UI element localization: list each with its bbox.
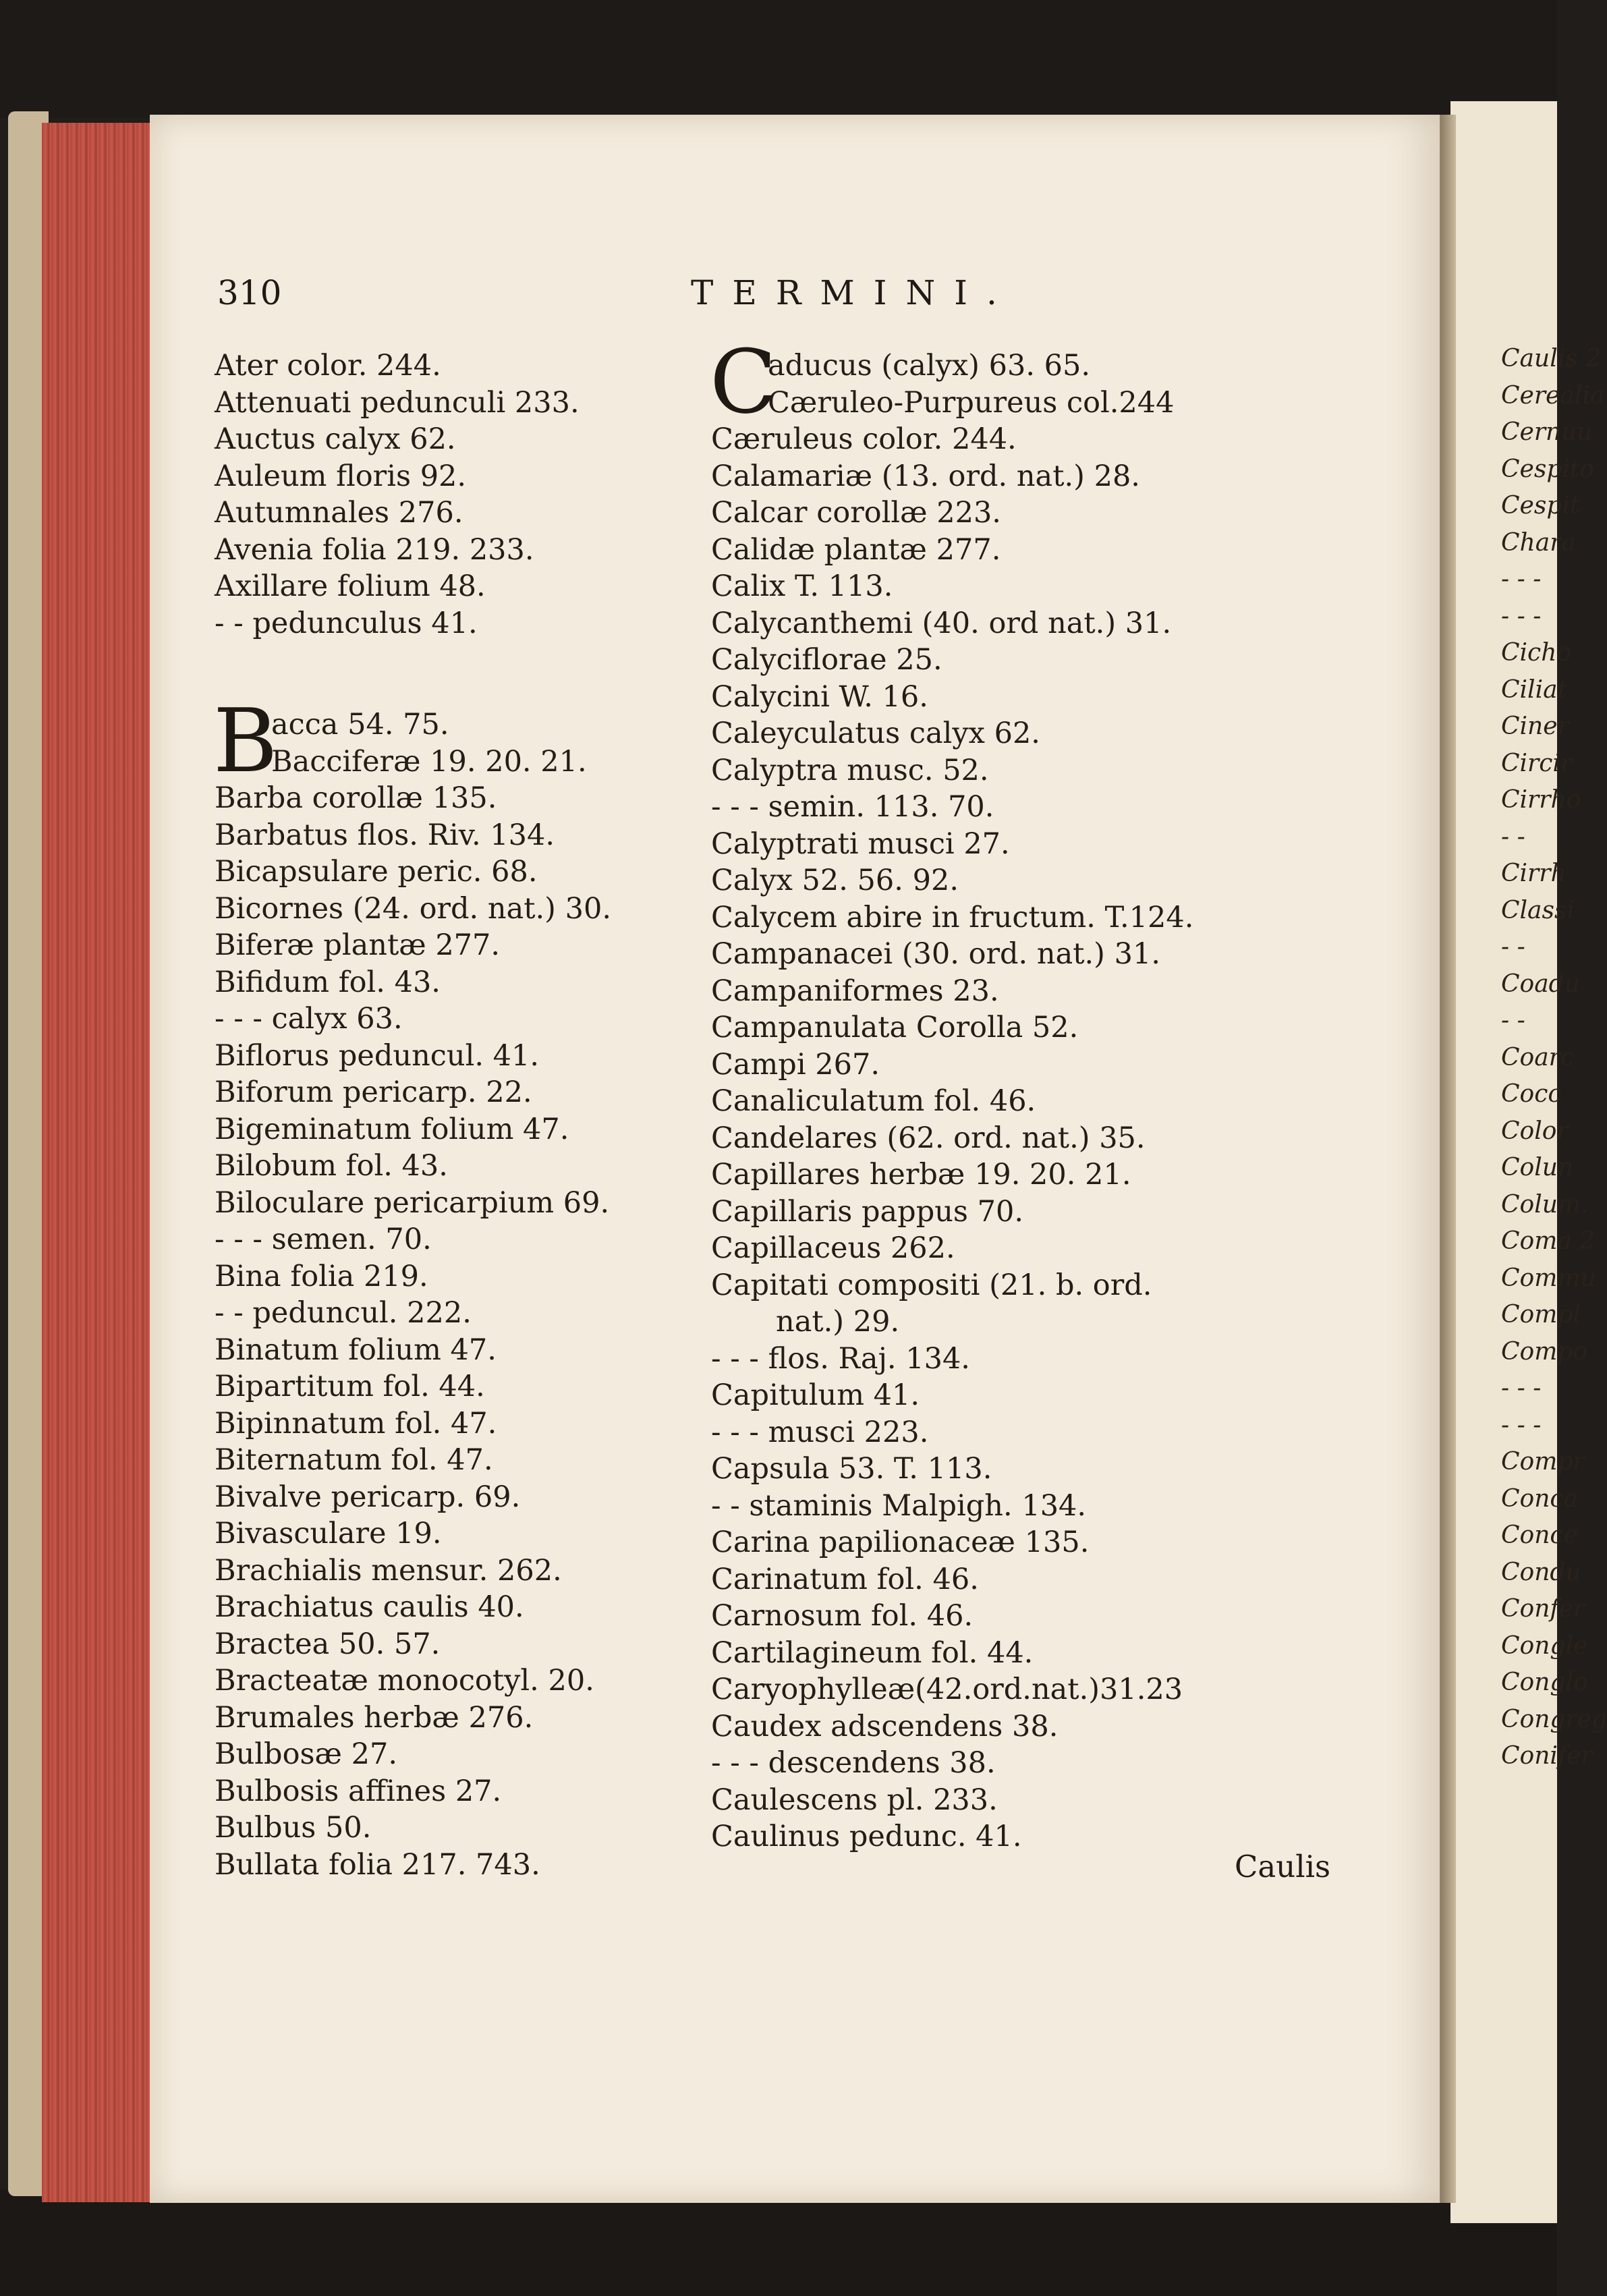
index-entry: Bigeminatum folium 47. xyxy=(215,1112,569,1146)
index-entry: Carnosum fol. 46. xyxy=(711,1599,974,1633)
facing-page-fragments xyxy=(1501,341,1607,1775)
index-entry: Campanacei (30. ord. nat.) 31. xyxy=(711,937,1160,971)
index-entry: Calix T. 113. xyxy=(711,569,893,603)
fragment: - - xyxy=(1501,933,1525,961)
index-entry: Candelares (62. ord. nat.) 35. xyxy=(711,1121,1146,1155)
index-entry: Calycini W. 16. xyxy=(711,679,928,714)
index-entry: Bractea 50. 57. xyxy=(215,1627,441,1661)
index-entry: Biforum pericarp. 22. xyxy=(215,1075,532,1109)
index-entry: Calyx 52. 56. 92. xyxy=(711,864,959,897)
index-entry: Bivasculare 19. xyxy=(215,1517,442,1550)
index-entry: Capitati compositi (21. b. ord. xyxy=(711,1268,1152,1302)
fragment: Cirrh xyxy=(1501,860,1567,887)
index-entry: - - - calyx 63. xyxy=(215,1002,403,1036)
index-entry: Bullata folia 217. 743. xyxy=(215,1847,540,1882)
index-entry: Ater color. 244. xyxy=(215,349,441,383)
dark-background-bottom xyxy=(0,2189,1557,2296)
index-entry: Calyptra musc. 52. xyxy=(711,753,989,787)
index-entry: Calyciflorae 25. xyxy=(711,643,942,677)
dark-background-top xyxy=(0,0,1557,118)
index-entry: Bulbus 50. xyxy=(215,1811,372,1845)
index-entry: Bipinnatum fol. 47. xyxy=(215,1406,497,1440)
red-page-edges xyxy=(42,123,153,2202)
index-entry: Attenuati pedunculi 233. xyxy=(215,385,580,420)
fragment: Congreg xyxy=(1501,1705,1607,1733)
index-entry: Cæruleus color. 244. xyxy=(711,422,1017,456)
fragment: Congle xyxy=(1501,1631,1588,1660)
index-entry: Bacciferæ 19. 20. 21. xyxy=(271,744,587,779)
fragment: Color xyxy=(1501,1117,1569,1145)
index-entry: - - - semen. 70. xyxy=(215,1223,432,1256)
fragment: Cicho xyxy=(1501,639,1572,667)
index-entry: Bipartitum fol. 44. xyxy=(215,1370,485,1403)
index-entry: Brachiatus caulis 40. xyxy=(215,1590,524,1624)
fragment: Cespito xyxy=(1501,455,1595,483)
index-entry: Calcar corollæ 223. xyxy=(711,496,1001,530)
fragment: Caulis 2 xyxy=(1501,345,1602,372)
index-entry: Auctus calyx 62. xyxy=(215,422,456,456)
fragment: Cocc xyxy=(1501,1080,1562,1108)
index-entry: Bulbosæ 27. xyxy=(215,1737,397,1771)
index-entry: Canaliculatum fol. 46. xyxy=(711,1084,1036,1118)
index-entry: Campi 267. xyxy=(711,1047,880,1082)
index-entry: Cæruleo-Purpureus col.244 xyxy=(768,385,1175,420)
index-entry: Bifidum fol. 43. xyxy=(215,965,441,999)
catchword: Caulis xyxy=(1235,1849,1331,1884)
index-entry: - - - musci 223. xyxy=(711,1415,929,1449)
fragment: Coma 2 xyxy=(1501,1227,1596,1255)
index-entry: Caulescens pl. 233. xyxy=(711,1783,998,1817)
index-entry: Campaniformes 23. xyxy=(711,974,999,1008)
index-entry: Bicapsulare peric. 68. xyxy=(215,855,538,889)
fragment: Coarc xyxy=(1501,1043,1575,1071)
index-entry: Calycanthemi (40. ord nat.) 31. xyxy=(711,606,1172,640)
index-entry: Caudex adscendens 38. xyxy=(711,1709,1059,1743)
fragment: Conce xyxy=(1501,1521,1578,1549)
index-entry: Auleum floris 92. xyxy=(215,459,467,493)
fragment: Conglo xyxy=(1501,1669,1588,1696)
index-entry: Cartilagineum fol. 44. xyxy=(711,1635,1034,1670)
fragment: Colum. xyxy=(1501,1190,1589,1219)
index-entry: - - - semin. 113. 70. xyxy=(711,790,994,824)
index-entry: Calidæ plantæ 277. xyxy=(711,532,1001,567)
fragment: Ciner xyxy=(1501,712,1569,740)
index-entry: Axillare folium 48. xyxy=(215,569,486,603)
fragment: - - - xyxy=(1501,602,1542,630)
fragment: Confer xyxy=(1501,1595,1585,1623)
drop-cap-c: C xyxy=(710,331,777,433)
fragment: Cirrho xyxy=(1501,786,1581,814)
index-entry: Caulinus pedunc. 41. xyxy=(711,1820,1022,1853)
fragment: Cerealia xyxy=(1501,381,1605,410)
index-entry: Biternatum fol. 47. xyxy=(215,1443,493,1477)
index-entry: Brachialis mensur. 262. xyxy=(215,1553,562,1588)
index-entry: - - pedunculus 41. xyxy=(215,606,478,640)
index-entry: Capsula 53. T. 113. xyxy=(711,1452,992,1486)
index-entry: Carinatum fol. 46. xyxy=(711,1562,979,1596)
fragment: - - xyxy=(1501,822,1525,851)
fragment: Circir xyxy=(1501,749,1573,777)
fragment: - - xyxy=(1501,1007,1525,1034)
fragment: Ciliat xyxy=(1501,675,1568,704)
index-entry: Bilobum fol. 43. xyxy=(215,1149,448,1183)
index-entry: Capillaris pappus 70. xyxy=(711,1194,1024,1229)
page-number: 310 xyxy=(217,273,282,312)
fragment: Classi xyxy=(1501,896,1575,924)
index-entry: Campanulata Corolla 52. xyxy=(711,1011,1079,1044)
index-entry: - - - flos. Raj. 134. xyxy=(711,1341,970,1376)
index-entry: Brumales herbæ 276. xyxy=(215,1700,534,1735)
index-entry: Capitulum 41. xyxy=(711,1378,920,1412)
index-entry: Binatum folium 47. xyxy=(215,1333,497,1367)
fragment: Compo xyxy=(1501,1337,1588,1366)
index-entry: Caryophylleæ(42.ord.nat.)31.23 xyxy=(711,1673,1183,1706)
index-entry: Calamariæ (13. ord. nat.) 28. xyxy=(711,459,1140,493)
section-c-opening-cont xyxy=(711,385,1318,422)
index-entry: - - - descendens 38. xyxy=(711,1746,996,1780)
fragment: Coadu xyxy=(1501,970,1580,998)
fragment: - - - xyxy=(1501,1374,1542,1402)
fragment: Condu xyxy=(1501,1558,1581,1586)
drop-cap-b: B xyxy=(213,690,278,792)
index-entry: Autumnales 276. xyxy=(215,496,463,530)
index-entry: aducus (calyx) 63. 65. xyxy=(768,349,1091,383)
index-entry: acca 54. 75. xyxy=(271,708,449,741)
fragment: - - - xyxy=(1501,1411,1542,1439)
index-entry: Barbatus flos. Riv. 134. xyxy=(215,818,555,852)
index-entry: Bicornes (24. ord. nat.) 30. xyxy=(215,891,611,926)
index-entry: Calyptrati musci 27. xyxy=(711,827,1010,861)
fragment: Commu xyxy=(1501,1264,1596,1292)
index-entry: - - peduncul. 222. xyxy=(215,1296,472,1330)
index-entry: Bracteatæ monocotyl. 20. xyxy=(215,1664,594,1698)
fragment: Chara xyxy=(1501,528,1576,557)
index-entry: Caleyculatus calyx 62. xyxy=(711,717,1040,750)
index-entry: Carina papilionaceæ 135. xyxy=(711,1525,1090,1559)
right-column xyxy=(710,331,1318,1855)
index-entry: nat.) 29. xyxy=(776,1305,900,1339)
index-entry: Bivalve pericarp. 69. xyxy=(215,1480,521,1514)
index-entry: Capillares herbæ 19. 20. 21. xyxy=(711,1158,1131,1192)
index-entry: Barba corollæ 135. xyxy=(215,781,497,815)
index-entry: Biloculare pericarpium 69. xyxy=(215,1185,610,1220)
index-entry: Capillaceus 262. xyxy=(711,1231,955,1265)
fragment: Cespit xyxy=(1501,492,1580,520)
fragment: Cernuu xyxy=(1501,418,1593,446)
index-entry: - - staminis Malpigh. 134. xyxy=(711,1488,1087,1523)
index-entry: Bina folia 219. xyxy=(215,1259,428,1293)
fragment: Conca xyxy=(1501,1484,1579,1513)
page-header xyxy=(0,273,1557,320)
fragment: Colun xyxy=(1501,1154,1574,1181)
index-entry: Biflorus peduncul. 41. xyxy=(215,1038,540,1073)
fragment: Compl xyxy=(1501,1301,1581,1328)
index-entry: Calycem abire in fructum. T.124. xyxy=(711,900,1194,934)
running-title: TERMINI. xyxy=(691,273,1016,312)
fragment: Conifer xyxy=(1501,1742,1593,1770)
fragment: - - - xyxy=(1501,565,1542,593)
index-entry: Bulbosis affines 27. xyxy=(215,1774,502,1808)
index-entry: Avenia folia 219. 233. xyxy=(215,532,534,567)
fragment: Compr xyxy=(1501,1448,1585,1476)
index-entry: Biferæ plantæ 277. xyxy=(215,928,501,962)
